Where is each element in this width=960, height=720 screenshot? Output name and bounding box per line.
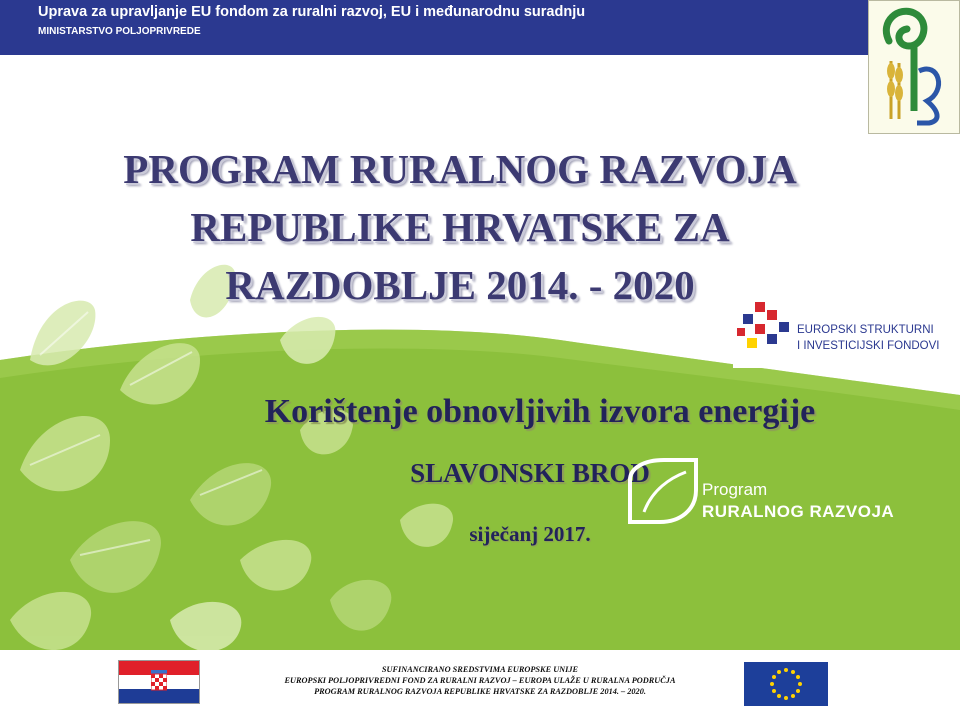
esif-logo — [733, 300, 943, 368]
header-bar — [0, 0, 868, 55]
footer-line-3: PROGRAM RURALNOG RAZVOJA REPUBLIKE HRVATSKE ZA RAZDOBLJE 2014. – 2020. — [314, 687, 646, 696]
prr-logo-line-2: RURALNOG RAZVOJA — [702, 502, 895, 521]
program-ruralnog-razvoja-logo — [624, 450, 924, 530]
esif-logo-line-1: EUROPSKI STRUKTURNI — [797, 324, 934, 336]
prr-logo-line-1: Program — [702, 480, 768, 499]
esif-logo-squares — [733, 300, 795, 368]
footer-line-1: SUFINANCIRANO SREDSTVIMA EUROPSKE UNIJE — [381, 665, 579, 674]
croatian-coat-of-arms-icon — [151, 670, 167, 692]
header-title: Uprava za upravljanje EU fondom za ruralni razvoj, EU i međunarodnu suradnju — [38, 4, 586, 20]
ministry-logo — [868, 0, 960, 134]
esif-logo-line-2: I INVESTICIJSKI FONDOVI — [797, 340, 940, 352]
footer-text — [215, 664, 745, 697]
eu-flag — [744, 662, 828, 706]
main-title-line-1: PROGRAM RURALNOG RAZVOJA — [123, 146, 797, 192]
prr-leaf-icon — [624, 450, 698, 530]
ministry-logo-graphic — [869, 1, 959, 133]
footer-line-2: EUROPSKI POLJOPRIVREDNI FOND ZA RURALNI RAZVOJ – EUROPA ULAŽE U RURALNA PODRUČJA — [284, 676, 676, 685]
main-title-line-3: RAZDOBLJE 2014. - 2020 — [225, 262, 695, 308]
presentation-date: siječanj 2017. — [469, 522, 591, 546]
presentation-subtitle: Korištenje obnovljivih izvora energije — [264, 393, 816, 430]
header-subtitle: MINISTARSTVO POLJOPRIVREDE — [38, 26, 201, 37]
eu-stars-icon — [744, 662, 828, 706]
croatian-flag — [118, 660, 200, 704]
footer — [0, 650, 960, 720]
main-title-line-2: REPUBLIKE HRVATSKE ZA — [190, 204, 730, 250]
presentation-location: SLAVONSKI BROD — [410, 458, 650, 488]
main-title — [40, 140, 880, 314]
